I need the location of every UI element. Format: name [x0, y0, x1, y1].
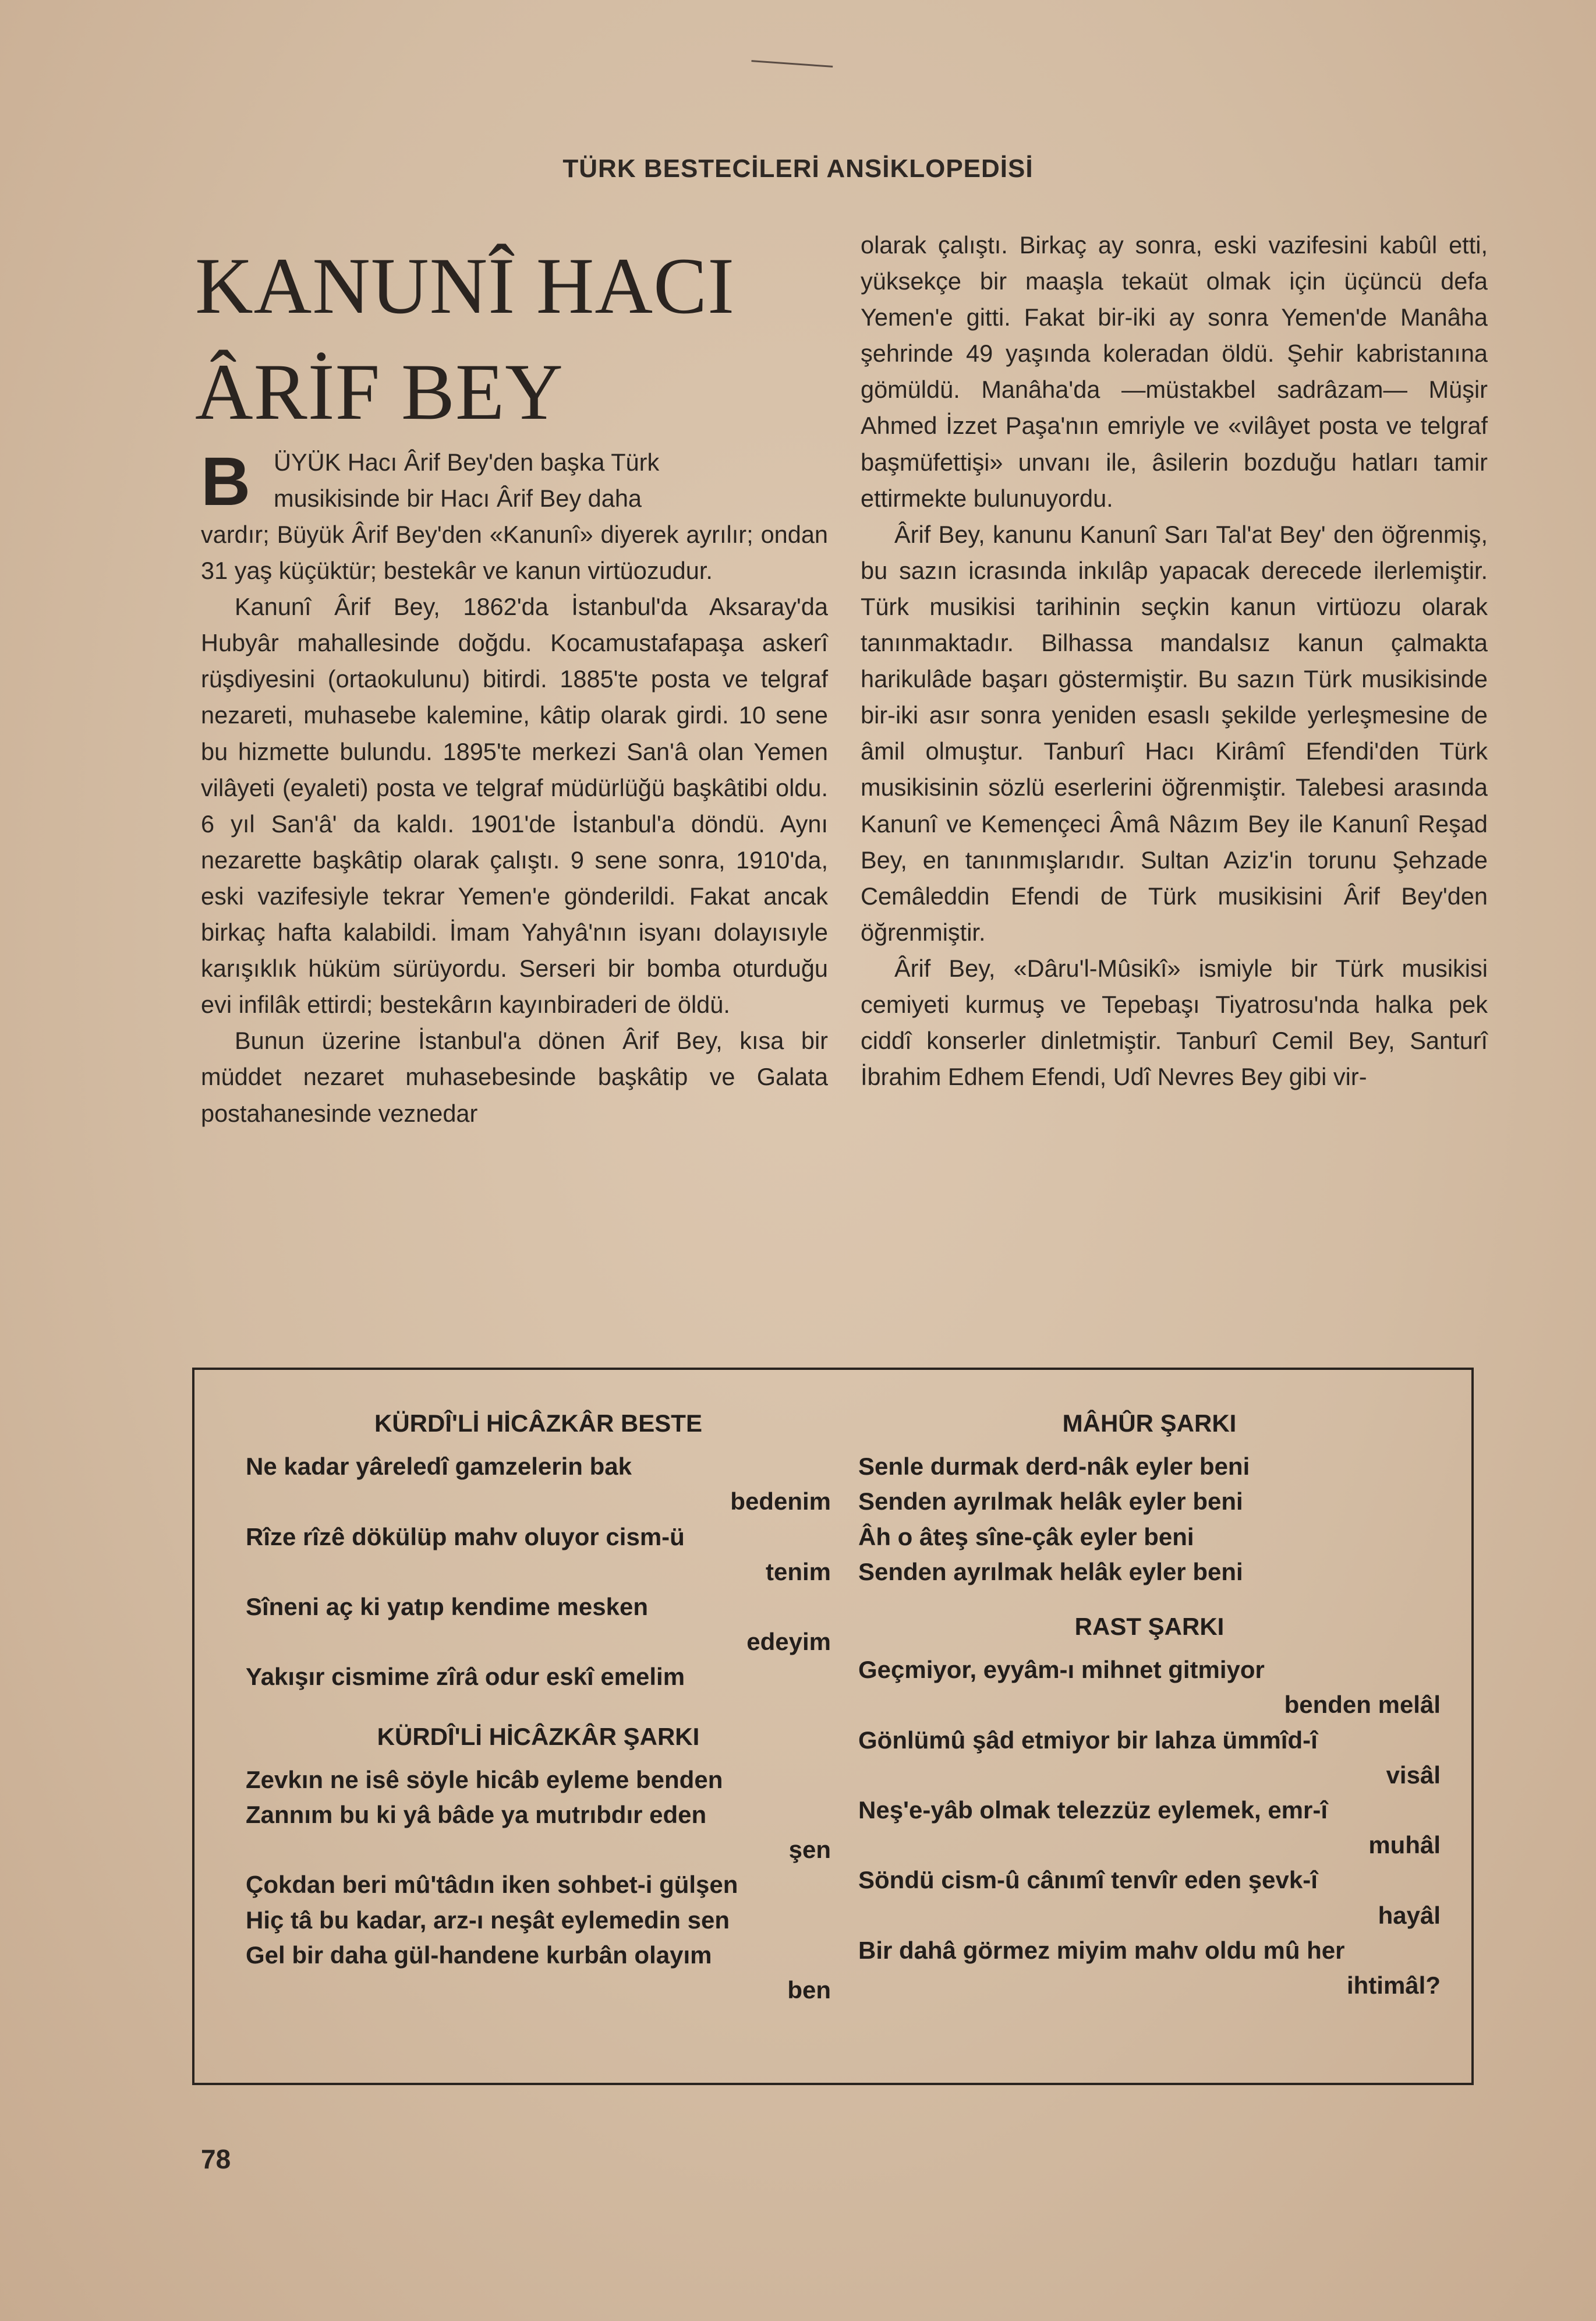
song-block [246, 1719, 831, 2008]
lyric-line: hayâl [1378, 1901, 1441, 1929]
running-head: TÜRK BESTECİLERİ ANSİKLOPEDİSİ [562, 154, 1034, 183]
lyric-line: Senden ayrılmak helâk eyler beni [858, 1488, 1243, 1515]
title-line-2: ÂRİF BEY [195, 347, 564, 436]
lyric-line: Sîneni aç ki yatıp kendime mesken [246, 1593, 648, 1621]
lyric-line: ben [787, 1976, 831, 2004]
song-block [858, 1609, 1441, 2003]
lyric-line: Bir dahâ görmez miyim mahv oldu mû her [858, 1936, 1345, 1964]
lyrics-left-column [246, 1406, 831, 2008]
lyric-line: Ne kadar yâreledî gamzelerin bak [246, 1453, 632, 1481]
drop-cap: B [201, 443, 251, 520]
lyric-line: ihtimâl? [1346, 1972, 1441, 1999]
song-lines [246, 1762, 831, 2008]
lyric-line: bedenim [730, 1488, 831, 1515]
left-paragraph-1: vardır; Büyük Ârif Bey'den «Kanunî» diyerek ayrılır; ondan 31 yaş küçüktür; bestekâr ve kanun virtüozudur. [201, 521, 828, 585]
lyric-line: Zevkın ne isê söyle hicâb eyleme benden [246, 1765, 723, 1793]
song-block [858, 1406, 1441, 1589]
left-column [201, 517, 828, 1132]
lyric-line: Senle durmak derd-nâk eyler beni [858, 1453, 1250, 1481]
lyric-line: Âh o âteş sîne-çâk eyler beni [858, 1522, 1194, 1550]
song-title: KÜRDÎ'Lİ HİCÂZKÂR ŞARKI [377, 1722, 700, 1750]
lyrics-box [192, 1368, 1474, 2085]
song-title: MÂHÛR ŞARKI [1062, 1409, 1237, 1437]
lyric-line: Gönlümû şâd etmiyor bir lahza ümmîd-î [858, 1726, 1318, 1754]
lyric-line: şen [788, 1836, 831, 1864]
left-paragraph-3: Bunun üzerine İstanbul'a dönen Ârif Bey, kısa bir müddet nezaret muhasebesinde başkâtip ve Galata postahanesinde veznedar [201, 1027, 828, 1127]
lyric-line: Çokdan beri mû'tâdın iken sohbet-i gülşen [246, 1871, 738, 1899]
lyrics-right-column [858, 1406, 1441, 2003]
lyric-line: Rîze rîzê dökülüp mahv oluyor cism-ü [246, 1522, 685, 1550]
song-lines [246, 1449, 831, 1694]
lyric-line: Zannım bu ki yâ bâde ya mutrıbdır eden [246, 1801, 707, 1829]
article-title [195, 233, 735, 445]
song-block [246, 1406, 831, 1695]
right-paragraph-2: Ârif Bey, kanunu Kanunî Sarı Tal'at Bey' den öğrenmiş, bu sazın icrasında inkılâp yapacak derecede ilerlemiştir. Türk musikisi tarihinin seçkin kanun virtüozu olarak tanınmaktadır. Bilhassa mandalsız kanun çalmakta harikulâde başarı göstermiştir. Bu sazın Türk musikisinde bir-iki asır sonra yeniden esaslı şekilde yerleşmesine de âmil olmuştur. Tanburî Hacı Kirâmî Efendi'den Türk musikisinin sözlü eserlerini öğrenmiştir. Talebesi arasında Kanunî ve Kemençeci Âmâ Nâzım Bey ile Kanunî Reşad Bey, en tanınmışlarıdır. Sultan Aziz'in torunu Şehzade Cemâleddin Efendi de Türk musikisini Ârif Bey'den öğrenmiştir. [861, 520, 1488, 946]
lead-line-2: musikisinde bir Hacı Ârif Bey daha [274, 485, 642, 512]
right-column [861, 227, 1488, 1095]
lyric-line: Senden ayrılmak helâk eyler beni [858, 1557, 1243, 1585]
lead-line-1: ÜYÜK Hacı Ârif Bey'den başka Türk [274, 448, 660, 476]
lyric-line: Söndü cism-û cânımî tenvîr eden şevk-î [858, 1866, 1318, 1894]
song-title: RAST ŞARKI [1074, 1613, 1225, 1641]
left-paragraph-2: Kanunî Ârif Bey, 1862'da İstanbul'da Aksaray'da Hubyâr mahallesinde doğdu. Kocamustafapaşa askerî rüşdiyesini (ortaokulunu) bitirdi. 1885'te posta ve telgraf nezareti, muhasebe kalemine, kâtip olarak girdi. 10 sene bu hizmette bulundu. 1895'te merkezi San'â olan Yemen vilâyeti (eyaleti) posta ve telgraf müdürlüğü başkâtibi oldu. 6 yıl San'â' da kaldı. 1901'de İstanbul'a döndü. Aynı nezarette başkâtip olarak çalıştı. 9 sene sonra, 1910'da, eski vazifesiyle tekrar Yemen'e gönderildi. Fakat ancak birkaç hafta kalabildi. İmam Yahyâ'nın isyanı dolayısıyle karışıklık hüküm sürüyordu. Serseri bir bomba oturduğu evi infilâk ettirdi; bestekârın kayınbiraderi de öldü. [201, 593, 828, 1019]
lyric-line: Yakışır cismime zîrâ odur eskî emelim [246, 1663, 685, 1691]
lyric-line: muhâl [1368, 1831, 1441, 1859]
song-lines [858, 1449, 1441, 1589]
lyric-line: Geçmiyor, eyyâm-ı mihnet gitmiyor [858, 1656, 1265, 1684]
song-lines [858, 1652, 1441, 2003]
lyric-line: edeyim [746, 1628, 831, 1656]
right-paragraph-3: Ârif Bey, «Dâru'l-Mûsikî» ismiyle bir Türk musikisi cemiyeti kurmuş ve Tepebaşı Tiyatrosu'nda halka pek ciddî konserler dinletmiştir. Tanburî Cemil Bey, Santurî İbrahim Edhem Efendi, Udî Nevres Bey gibi vir- [861, 954, 1488, 1091]
lyric-line: Hiç tâ bu kadar, arz-ı neşât eylemedin sen [246, 1906, 730, 1934]
lyric-line: visâl [1386, 1761, 1441, 1789]
lyric-line: Neş'e-yâb olmak telezzüz eylemek, emr-î [858, 1796, 1328, 1824]
right-paragraph-1: olarak çalıştı. Birkaç ay sonra, eski vazifesini kabûl etti, yüksekçe bir maaşla tekaüt olmak için üçüncü defa Yemen'e gitti. Fakat bir-iki ay sonra Yemen'de Manâha şehrinde 49 yaşında koleradan öldü. Şehir kabristanına gömüldü. Manâha'da —müstakbel sadrâzam— Müşir Ahmed İzzet Paşa'nın emriyle ve «vilâyet posta ve telgraf başmüfettişi» unvanı ile, âsilerin bozduğu hatları tamir ettirmekte bulunuyordu. [861, 231, 1488, 512]
lyric-line: benden melâl [1284, 1691, 1441, 1719]
lyric-line: Gel bir daha gül-handene kurbân olayım [246, 1941, 712, 1969]
song-title: KÜRDÎ'Lİ HİCÂZKÂR BESTE [374, 1409, 702, 1437]
lyric-line: tenim [765, 1557, 831, 1585]
page-number: 78 [201, 2144, 231, 2174]
pencil-mark [751, 60, 833, 73]
title-line-1: KANUNÎ HACI [195, 241, 735, 330]
